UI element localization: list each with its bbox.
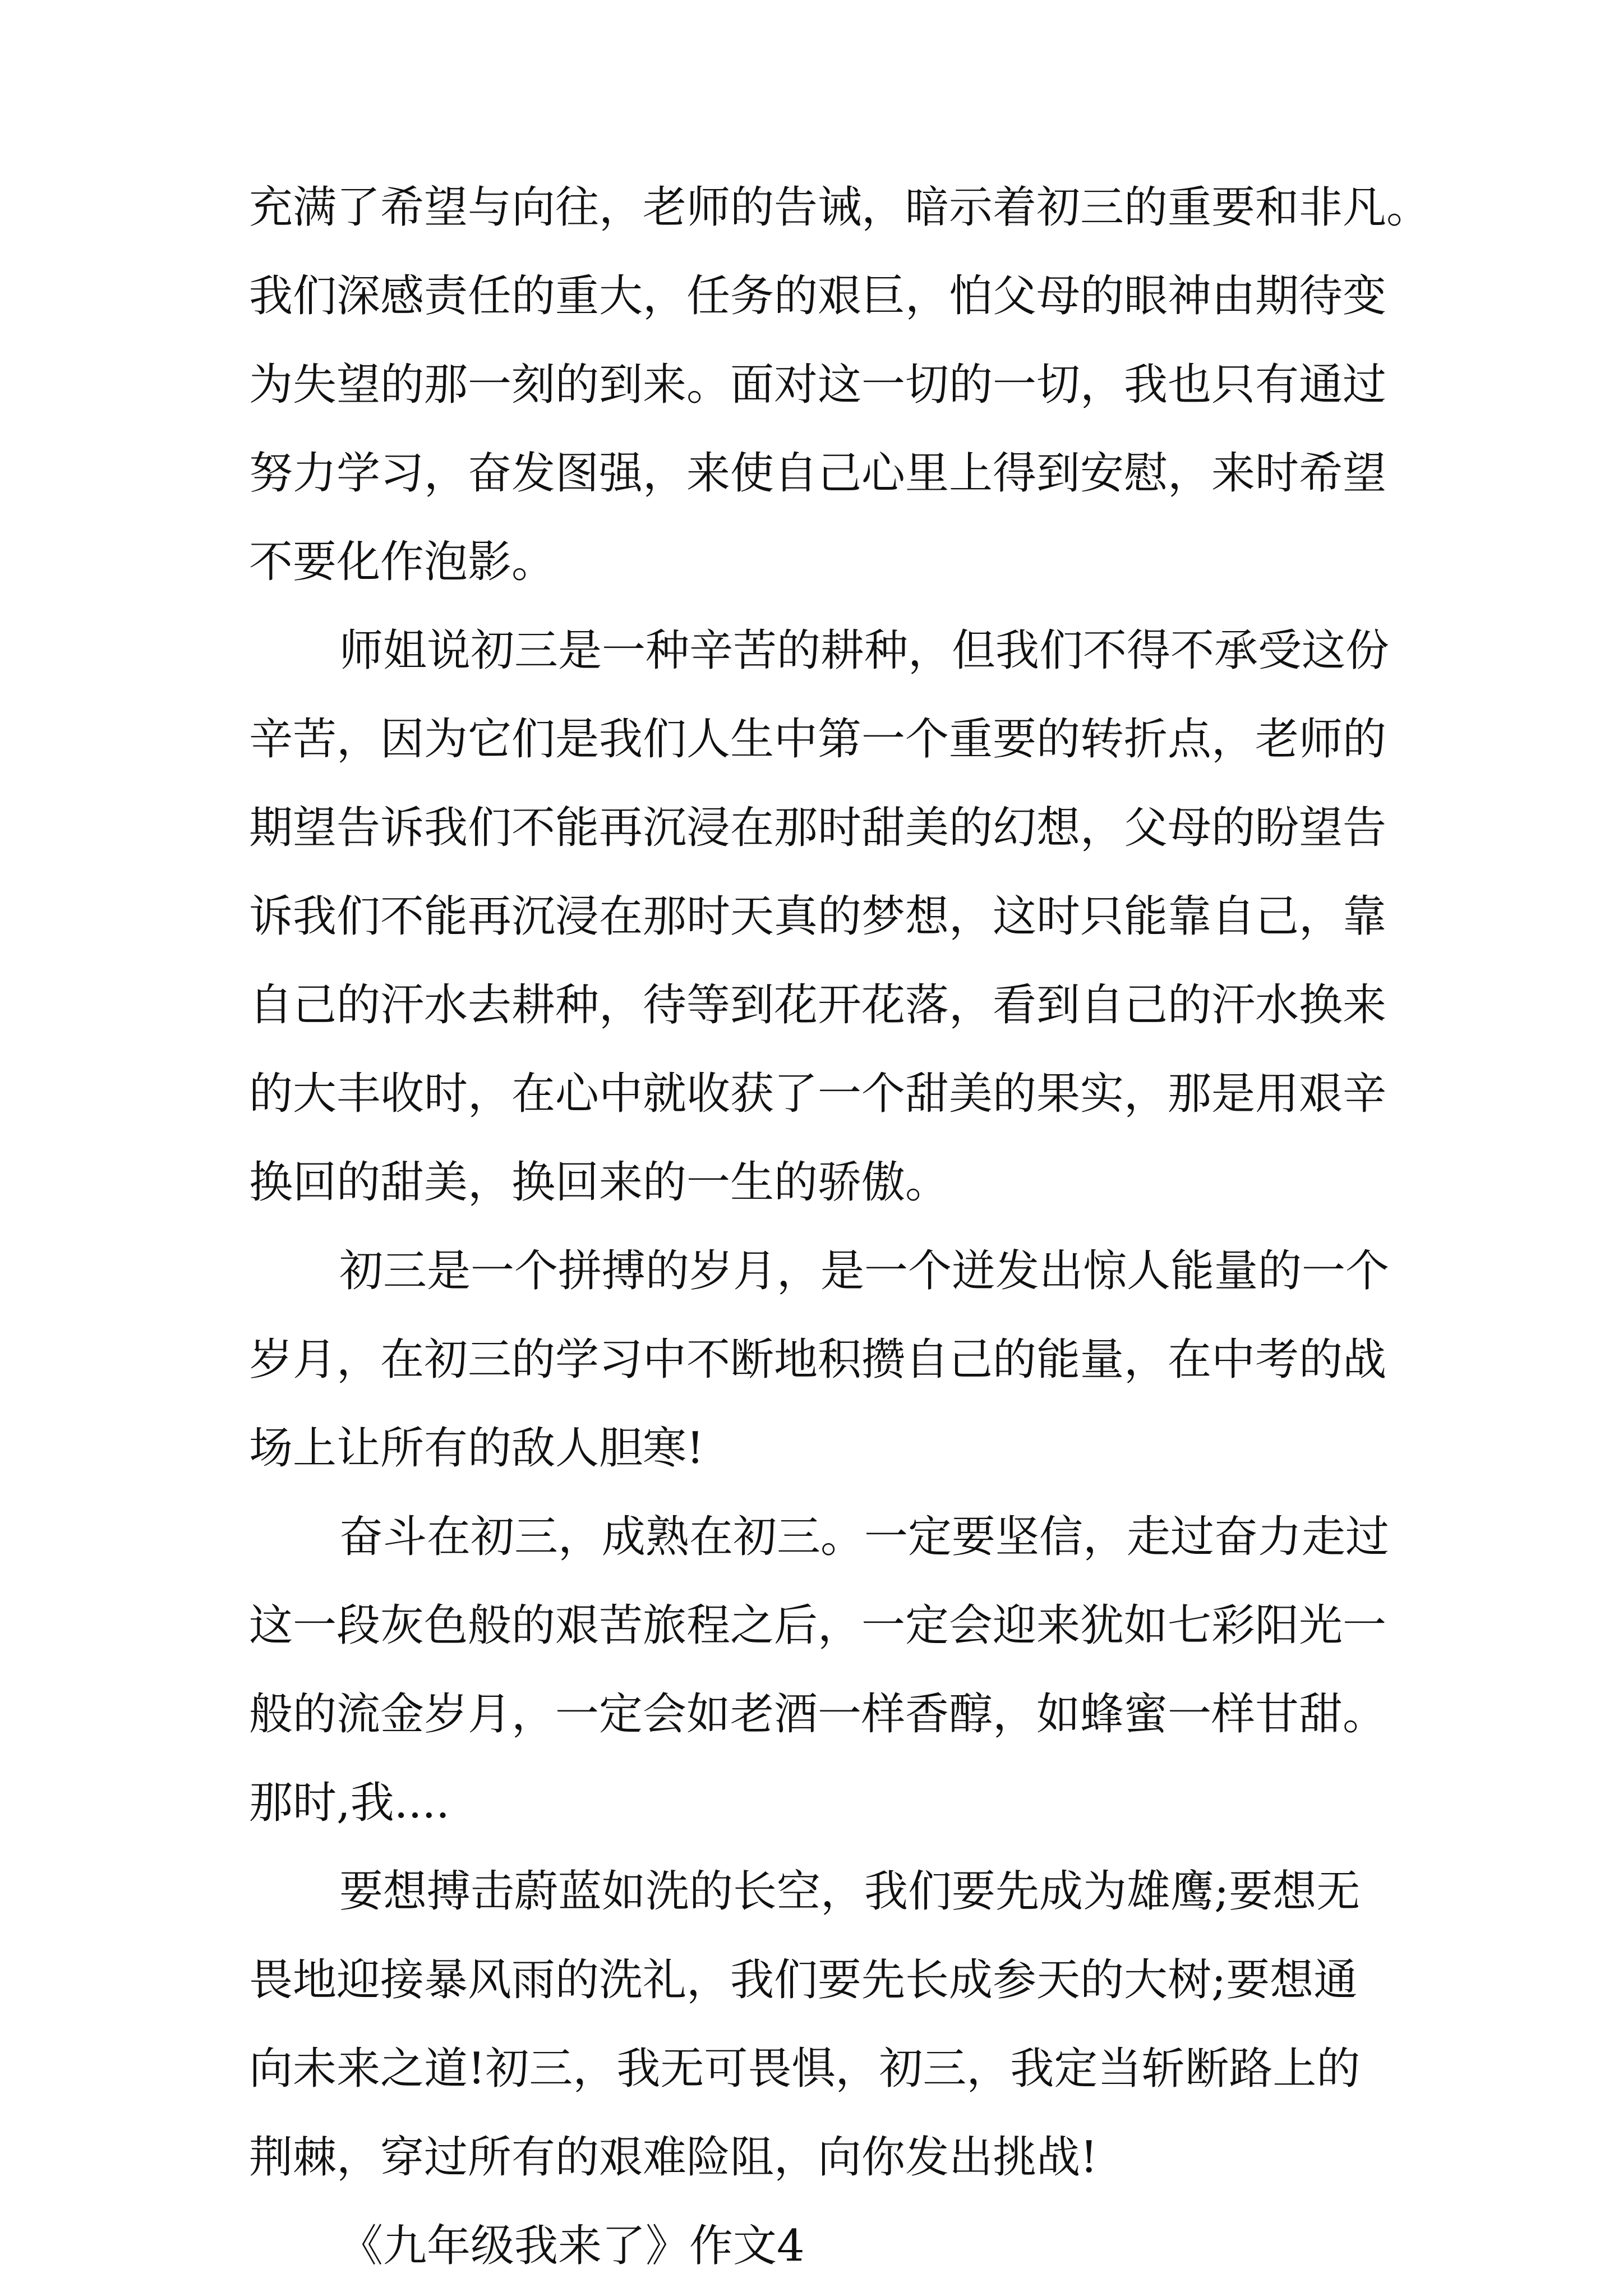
text-line-content: 向未来之道!初三，我无可畏惧，初三，我定当斩断路上的: [249, 2044, 1361, 2094]
article-heading: [0, 2207, 1623, 2285]
text-line: [0, 434, 1623, 513]
text-line: [0, 2118, 1623, 2197]
text-line: [0, 1586, 1623, 1665]
text-line-content: 那时,我....: [249, 1778, 450, 1828]
text-line: [0, 1675, 1623, 1754]
paragraph-first-line: [0, 1498, 1623, 1576]
text-line-content: 奋斗在初三，成熟在初三。一定要坚信，走过奋力走过: [339, 1512, 1390, 1562]
text-line-content: 充满了希望与向往，老师的告诫，暗示着初三的重要和非凡。: [249, 182, 1431, 233]
paragraph-first-line: [0, 1232, 1623, 1310]
text-line-content: 荆棘，穿过所有的艰难险阻，向你发出挑战!: [249, 2132, 1098, 2183]
text-line: [0, 1941, 1623, 2019]
text-line-content: 诉我们不能再沉浸在那时天真的梦想，这时只能靠自己，靠: [249, 891, 1387, 942]
text-line-content: 辛苦，因为它们是我们人生中第一个重要的转折点，老师的: [249, 714, 1387, 765]
text-line-content: 师姐说初三是一种辛苦的耕种，但我们不得不承受这份: [339, 625, 1390, 676]
text-line-content: 这一段灰色般的艰苦旅程之后，一定会迎来犹如七彩阳光一: [249, 1600, 1387, 1651]
text-line-content: 般的流金岁月，一定会如老酒一样香醇，如蜂蜜一样甘甜。: [249, 1689, 1387, 1740]
text-line-content: 初三是一个拼搏的岁月，是一个迸发出惊人能量的一个: [339, 1246, 1390, 1296]
text-line: [0, 1320, 1623, 1399]
text-line: [0, 1764, 1623, 1842]
text-line: [0, 1143, 1623, 1222]
text-line: [0, 877, 1623, 956]
paragraph-first-line: [0, 1852, 1623, 1931]
text-line-content: 的大丰收时，在心中就收获了一个甜美的果实，那是用艰辛: [249, 1069, 1387, 1119]
text-line: [0, 2030, 1623, 2108]
text-line: [0, 1409, 1623, 1488]
text-line-content: 不要化作泡影。: [249, 537, 556, 587]
text-line: [0, 966, 1623, 1045]
text-line: [0, 257, 1623, 335]
text-line: [0, 168, 1623, 247]
text-line-content: 《九年级我来了》作文4: [339, 2221, 805, 2271]
text-line-content: 场上让所有的敌人胆寒!: [249, 1423, 704, 1474]
paragraph-first-line: [0, 611, 1623, 690]
text-line-content: 要想搏击蔚蓝如洗的长空，我们要先成为雄鹰;要想无: [339, 1866, 1361, 1917]
text-line-content: 努力学习，奋发图强，来使自己心里上得到安慰，来时希望: [249, 448, 1387, 499]
text-line: [0, 523, 1623, 601]
text-line: [0, 346, 1623, 424]
text-line-content: 自己的汗水去耕种，待等到花开花落，看到自己的汗水换来: [249, 980, 1387, 1030]
text-line-content: 岁月，在初三的学习中不断地积攒自己的能量，在中考的战: [249, 1335, 1387, 1385]
text-line-content: 我们深感责任的重大，任务的艰巨，怕父母的眼神由期待变: [249, 271, 1387, 321]
text-line-content: 为失望的那一刻的到来。面对这一切的一切，我也只有通过: [249, 360, 1387, 410]
text-line: [0, 789, 1623, 867]
text-line: [0, 700, 1623, 779]
text-line: [0, 1055, 1623, 1133]
text-line-content: 畏地迎接暴风雨的洗礼，我们要先长成参天的大树;要想通: [249, 1955, 1358, 2005]
text-line-content: 换回的甜美，换回来的一生的骄傲。: [249, 1157, 949, 1208]
text-line-content: 期望告诉我们不能再沉浸在那时甜美的幻想，父母的盼望告: [249, 803, 1387, 853]
